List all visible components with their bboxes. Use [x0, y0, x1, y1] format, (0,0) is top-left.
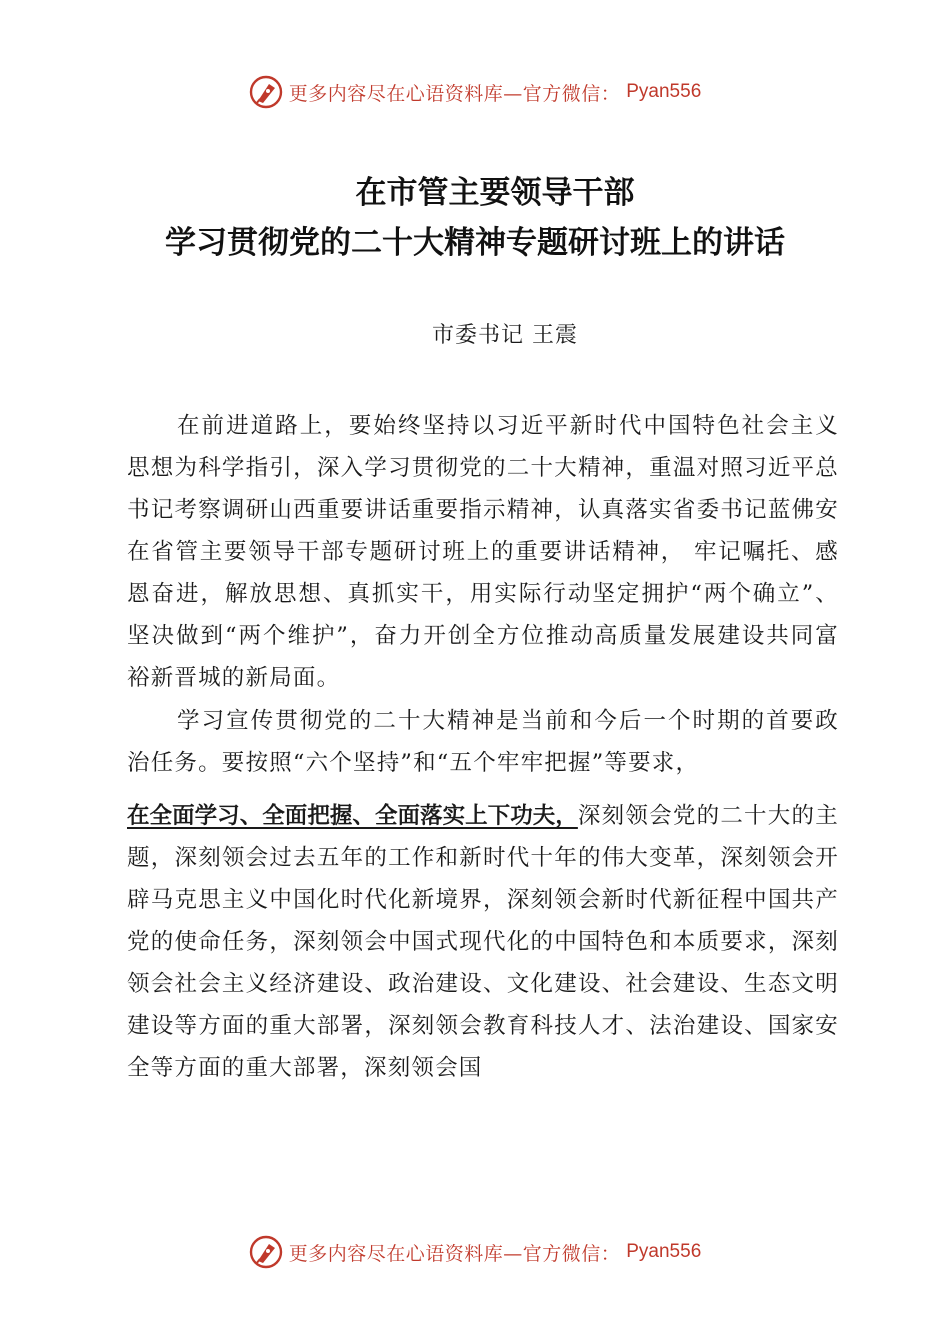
footer-watermark [0, 1232, 950, 1272]
watermark-text: 更多内容尽在心语资料库—官方微信： [288, 1242, 621, 1265]
paragraph-1: 在前进道路上，要始终坚持以习近平新时代中国特色社会主义思想为科学指引，深入学习贯彻党的二十大精神，重温对照习近平总书记考察调研山西重要讲话重要指示精神，认真落实省委书记蓝佛安在省管主要领导干部专题研讨班上的重要讲话精神， 牢记嘱托、感恩奋进，解放思想、真抓实干，用实际行动坚定拥护“两个确立”、坚决做到“两个维护”，奋力开创全方位推动高质量发展建设共同富裕新晋城的新局面。 [127, 413, 839, 691]
pen-nib-logo-icon [249, 75, 283, 109]
paragraph-3-emphasis: 在全面学习、全面把握、全面落实上下功夫， [127, 803, 578, 829]
watermark-wechat-id: Pyan556 [626, 81, 702, 102]
watermark-text: 更多内容尽在心语资料库—官方微信： [288, 82, 621, 105]
document-title-line-1: 在市管主要领导干部 [355, 175, 635, 211]
paragraph-2: 学习宣传贯彻党的二十大精神是当前和今后一个时期的首要政治任务。要按照“六个坚持”和“五个牢牢把握”等要求， [127, 708, 839, 776]
document-author: 市委书记 王震 [432, 323, 578, 348]
document-title-line-2: 学习贯彻党的二十大精神专题研讨班上的讲话 [165, 225, 785, 261]
watermark-wechat-id: Pyan556 [626, 1241, 702, 1262]
paragraph-3 [127, 795, 839, 1089]
pen-nib-logo-icon [249, 1235, 283, 1269]
paragraph-3-text: 深刻领会党的二十大的主题，深刻领会过去五年的工作和新时代十年的伟大变革，深刻领会开辟马克思主义中国化时代化新境界，深刻领会新时代新征程中国共产党的使命任务，深刻领会中国式现代化的中国特色和本质要求，深刻领会社会主义经济建设、政治建设、文化建设、社会建设、生态文明建设等方面的重大部署，深刻领会教育科技人才、法治建设、国家安全等方面的重大部署，深刻领会国 [127, 803, 839, 1081]
header-watermark [0, 72, 950, 112]
